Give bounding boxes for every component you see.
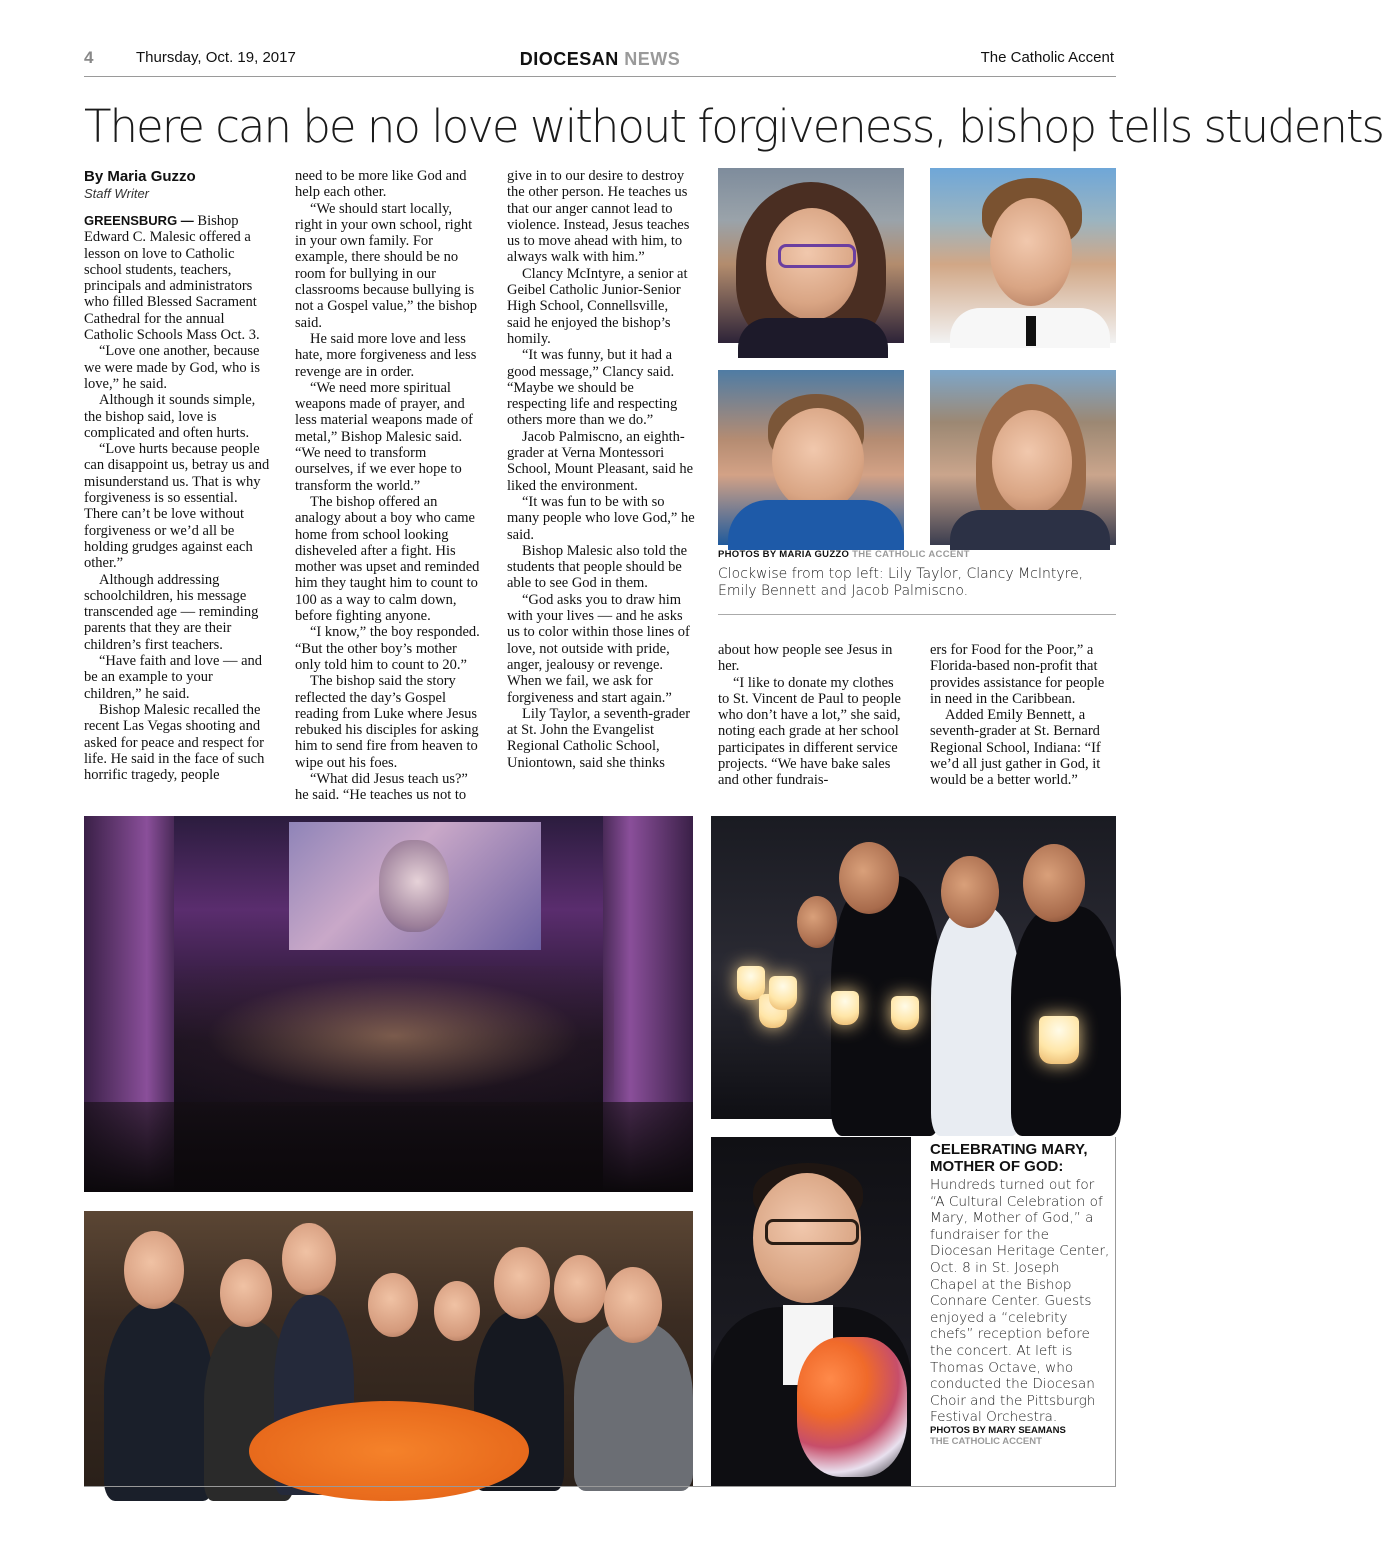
paragraph: “We should start locally, right in your own school, right in your own family. For example, there should be no room for bullying in our classrooms because bullying is not a Gospel value,” the bishop said. [295,200,478,331]
paragraph: Added Emily Bennett, a seventh-grader at St. Bernard Regional School, Indiana: “If we’d all just gather in God, it would be a better world.” [930,707,1101,789]
caption-divider [718,614,1116,615]
paragraph-text: Bishop Edward C. Malesic offered a lesson on love to Catholic school students, teachers, principals and administrators who filled Blessed Sacrament Cathedral for the annual Catholic Schools Mass Oct. 3. [84,213,260,344]
paragraph: “What did Jesus teach us?” he said. “He teaches us not to [295,770,468,804]
candle-flame [1039,1016,1079,1064]
glasses-shape [778,244,856,268]
candle-flame [891,996,919,1030]
paragraph: Bishop Malesic recalled the recent Las Vegas shooting and asked for peace and respect for life. He said in the face of such horrific tragedy, people [84,701,265,784]
priest-face [839,842,899,914]
article-column-3 [507,168,695,771]
guest-face [368,1273,418,1337]
paragraph: Although addressing schoolchildren, his message transcended age — reminding parents that they are their children’s first teachers. [84,571,259,653]
tie-shape [1026,316,1036,346]
paragraph [84,213,272,343]
paragraph: give in to our desire to destroy the other person. He teaches us that our anger cannot lead to violence. Instead, Jesus teaches us to move ahead with him, to always walk with him.” [507,168,690,266]
paragraph: “I know,” the boy responded. “But the other boy’s mother only told him to count to 20.” [295,624,480,673]
page-number: 4 [84,48,94,67]
audience-silhouettes [84,1102,693,1192]
paragraph: “I like to donate my clothes to St. Vincent de Paul to people who don’t have a lot,” she said, noting each grade at her school participates in different service projects. “We have bake sales and other fundrais- [718,674,901,789]
paragraph: Jacob Palmiscno, an eighth-grader at Verna Montessori School, Mount Pleasant, said he liked the environment. [507,428,694,494]
dateline: GREENSBURG — [84,213,194,228]
article-column-4 [718,642,906,789]
guest-silhouette [574,1321,693,1491]
paragraph: need to be more like God and help each other. [295,168,467,201]
photo-shoulders [738,318,888,358]
paragraph: Although it sounds simple, the bishop said, love is complicated and often hurts. [84,392,256,441]
students-photo-caption: Clockwise from top left: Lily Taylor, Clancy McIntyre, Emily Bennett and Jacob Palmiscno. [718,566,1084,599]
photo-emily-bennett [930,370,1116,545]
paragraph: “Have faith and love — and be an example to your children,” he said. [84,653,263,702]
paragraph: “Love one another, because we were made by God, who is love,” he said. [84,343,260,392]
man-white-shirt [931,906,1021,1136]
woman-face [797,896,837,948]
paragraph: Lily Taylor, a seventh-grader at St. John the Evangelist Regional Catholic School, Uniontown, said she thinks [507,705,691,771]
projection-screen [289,822,541,950]
byline-role: Staff Writer [84,186,150,201]
paragraph: The bishop offered an analogy about a boy who came home from school looking disheveled after a fight. His mother was upset and reminded him they taught him to count to 100 as a way to calm down, before fighting anyone. [295,493,480,625]
photo-credit-students [718,549,970,560]
guest-silhouette [104,1301,214,1501]
photo-concert-chapel [84,816,693,1192]
credit-publication: THE CATHOLIC ACCENT [930,1436,1042,1447]
paragraph: “Love hurts because people can disappoint us, betray us and misunderstand us. That is why forgiveness is so essential. There can’t be love without forgiveness or we’d all be holding grudges against each other.” [84,441,270,572]
article-headline: There can be no love without forgiveness, bishop tells students [84,100,1383,153]
issue-date: Thursday, Oct. 19, 2017 [136,49,296,66]
priest-face [1023,844,1085,922]
paragraph: about how people see Jesus in her. [718,642,893,675]
paragraph: Bishop Malesic also told the students that people should be able to see God in them. [507,542,688,592]
credit-publication: THE CATHOLIC ACCENT [852,549,970,560]
header-rule [84,76,1116,77]
article-column-2 [295,168,483,804]
photo-face [772,408,864,512]
guest-face [124,1231,184,1309]
orchestra-on-stage [174,966,614,1106]
credit-photographer: PHOTOS BY MARY SEAMANS [930,1425,1066,1436]
photo-shoulders [950,510,1110,550]
photo-shoulders [728,500,904,550]
guest-face [282,1223,336,1295]
bottom-rule [84,1486,1116,1487]
guest-face [434,1281,480,1341]
section-label-light: NEWS [624,49,681,69]
paragraph: He said more love and less hate, more forgiveness and less revenge are in order. [295,330,477,380]
publication-name: The Catholic Accent [980,49,1114,66]
photo-candlelight-clergy [711,816,1116,1119]
guest-face [494,1247,550,1319]
candle-flame [769,976,797,1010]
photo-jacob-palmiscno [718,370,904,545]
paragraph: ers for Food for the Poor,” a Florida-based non-profit that provides assistance for people in need in the Caribbean. [930,642,1105,707]
projected-mary-image [379,840,449,932]
photo-thomas-octave [711,1137,911,1486]
photo-credit-concert [930,1425,1066,1447]
section-label-bold: DIOCESAN [519,49,619,69]
caption-box-border [1115,1137,1116,1486]
photo-lily-taylor [718,168,904,343]
paragraph: “We need more spiritual weapons made of prayer, and less material weapons made of metal,” Bishop Malesic said. “We need to transform ourselves, if we ever hope to transform the world.” [295,379,473,494]
paragraph: “It was fun to be with so many people who love God,” he said. [507,493,695,543]
paragraph: Clancy McIntyre, a senior at Geibel Catholic Junior-Senior High School, Connellsville, said he enjoyed the bishop’s homily. [507,265,688,347]
photo-clancy-mcintyre [930,168,1116,343]
candle-flame [831,991,859,1025]
photo-face [992,410,1072,514]
guest-face [554,1255,606,1323]
article-column-5 [930,642,1118,789]
article-column-1 [84,168,272,783]
glasses-shape [765,1219,859,1245]
guest-face [604,1267,662,1343]
photo-face [990,198,1072,306]
paragraph: “God asks you to draw him with your lives — and he asks us to color within those lines of love, not outside with pride, anger, jealousy or revenge. When we fail, we ask for forgiveness and start again.” [507,591,690,706]
paragraph: “It was funny, but it had a good message,” Clancy said. “Maybe we should be respecting life and respecting others more than we do.” [507,347,678,429]
concert-caption-body: Hundreds turned out for “A Cultural Celebration of Mary, Mother of God,” a fundraiser for the Diocesan Heritage Center, Oct. 8 in St. Joseph Chapel at the Bishop Connare Center. Guests enjoyed a “celebrity chefs” reception before the concert. At left is Thomas Octave, who conducted the Diocesan Choir and the Pittsburgh Festival Orchestra. [930,1177,1110,1426]
concert-caption-headline: CELEBRATING MARY, MOTHER OF GOD: [930,1141,1088,1175]
byline: By Maria Guzzo [84,168,196,185]
paragraph: The bishop said the story reflected the day’s Gospel reading from Luke where Jesus rebuked his disciples for asking him to send fire from heaven to wipe out his foes. [295,673,479,771]
man-face [941,856,999,928]
flower-bouquet [797,1337,907,1477]
photo-celebrity-chefs-reception [84,1211,693,1486]
credit-photographer: PHOTOS BY MARIA GUZZO [718,549,850,560]
guest-face [220,1259,272,1327]
